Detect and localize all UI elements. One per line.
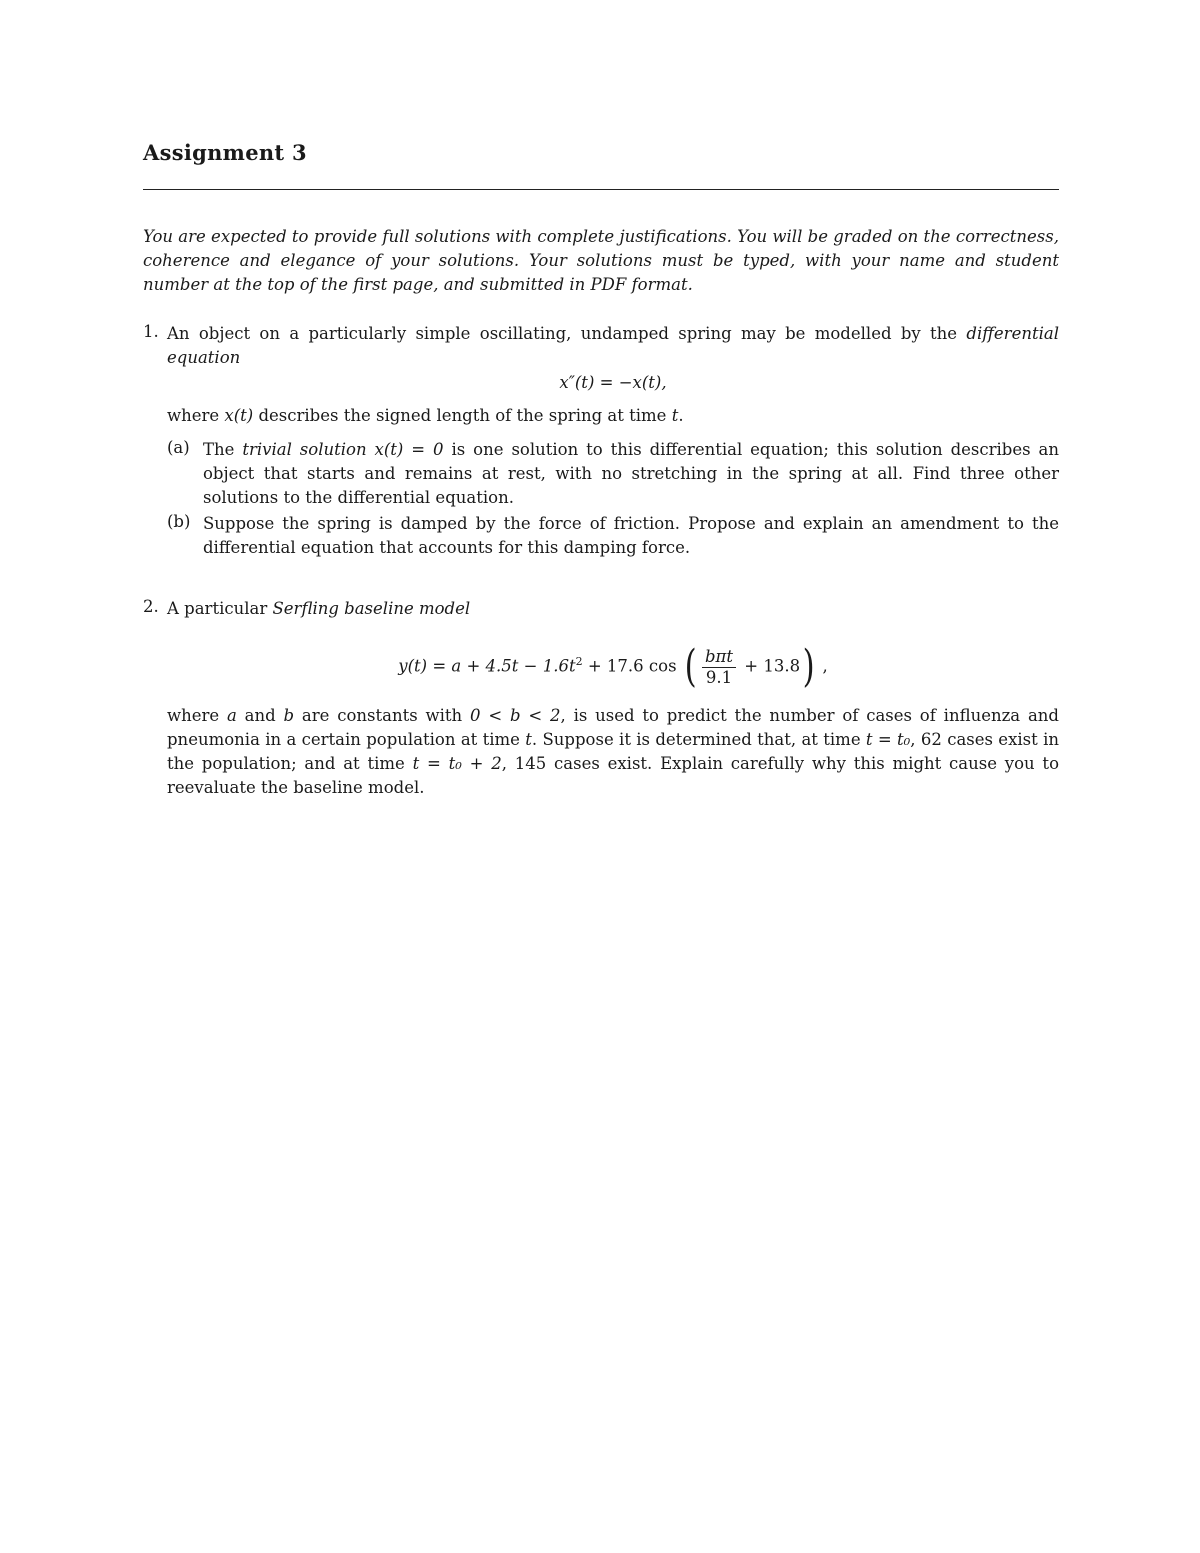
page-title: Assignment 3	[143, 140, 307, 165]
question-2-equation: $y(t) = a + 4.5t - 1.6t^2 + 17.6$ cos ( $\frac{\text{bπt}}{9.1}$ + 13.8) ,	[398, 641, 828, 692]
part-a-label: (a)	[167, 438, 190, 457]
question-1-number: 1.	[143, 322, 159, 341]
question-1-text: An object on a particularly simple oscillating, undamped spring may be modelled by the differential equation	[167, 324, 1059, 367]
question-1-equation: x″(t) = −x(t),	[559, 373, 667, 392]
question-2-number: 2.	[143, 597, 159, 616]
term-differential-equation: differential equation	[167, 324, 1059, 367]
instructions-paragraph: You are expected to provide full solutions with complete justifications. You will be graded on the correctness, coherence and elegance of your solutions. Your solutions must be typed, with your name and student number at the top of the first page, and submitted in PDF format.	[143, 227, 1059, 294]
question-2-body: where a and b are constants with 0 < b < 2, is used to predict the number of cases of influenza and pneumonia in a certain population at time t. Suppose it is determined that, at time t = t₀, 62 cases exist in the population; and at time t = t₀ + 2, 145 cases exist. Explain carefully why this might cause you to reevaluate the baseline model.	[167, 706, 1059, 797]
part-a-text: The trivial solution x(t) = 0 is one solution to this differential equation; this solution describes an object that starts and remains at rest, with no stretching in the spring at all. Find three other solutions to the differential equation.	[203, 440, 1059, 507]
term-trivial-solution: trivial solution	[242, 440, 367, 459]
question-1-description: where x(t) describes the signed length of the spring at time t.	[167, 406, 684, 425]
right-paren: )	[802, 641, 815, 692]
left-paren: (	[684, 641, 697, 692]
part-b-text: Suppose the spring is damped by the force of friction. Propose and explain an amendment to the differential equation that accounts for this damping force.	[203, 514, 1059, 557]
question-2-intro: A particular Serfling baseline model	[167, 599, 471, 618]
title-divider	[143, 189, 1059, 190]
fraction: $\frac{\text{bπt}}{9.1}$	[702, 647, 736, 688]
part-b-label: (b)	[167, 512, 191, 531]
term-serfling-model: Serfling baseline model	[272, 599, 471, 618]
